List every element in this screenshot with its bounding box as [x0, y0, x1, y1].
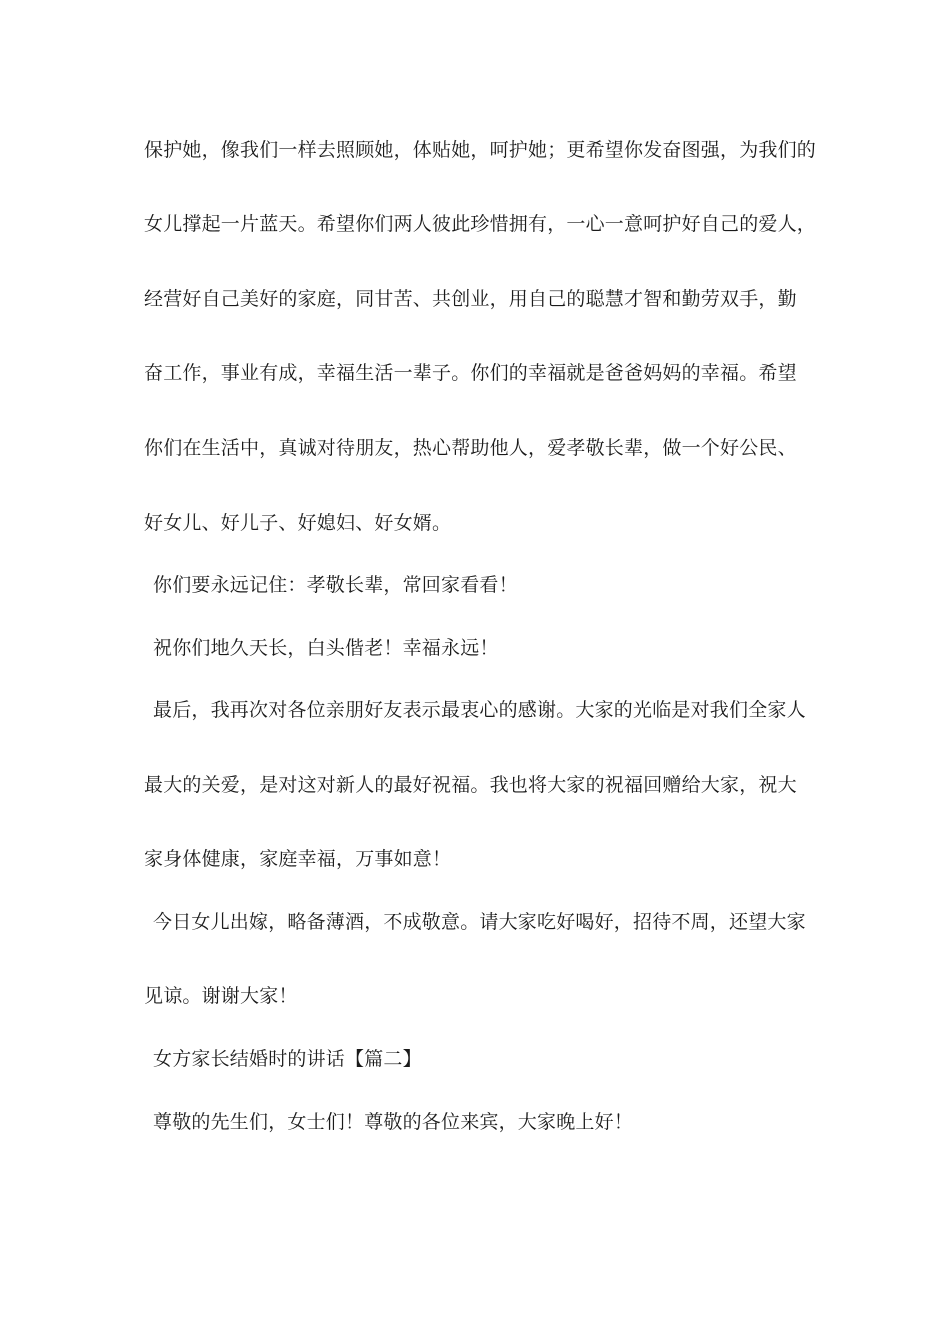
paragraph-line: 奋工作，事业有成，幸福生活一辈子。你们的幸福就是爸爸妈妈的幸福。希望: [144, 362, 797, 384]
paragraph-line: 家身体健康，家庭幸福，万事如意！: [144, 848, 452, 870]
paragraph-line: 经营好自己美好的家庭，同甘苦、共创业，用自己的聪慧才智和勤劳双手，勤: [144, 288, 797, 310]
paragraph-line: 好女儿、好儿子、好媳妇、好女婿。: [144, 512, 452, 534]
paragraph-line: 今日女儿出嫁，略备薄酒，不成敬意。请大家吃好喝好，招待不周，还望大家: [153, 911, 806, 933]
paragraph-line: 见谅。谢谢大家！: [144, 985, 298, 1007]
paragraph-line: 保护她，像我们一样去照顾她，体贴她，呵护她；更希望你发奋图强，为我们的: [144, 139, 817, 161]
paragraph-line: 最大的关爱，是对这对新人的最好祝福。我也将大家的祝福回赠给大家，祝大: [144, 774, 797, 796]
paragraph-line: 你们在生活中，真诚对待朋友，热心帮助他人，爱孝敬长辈，做一个好公民、: [144, 437, 797, 459]
paragraph-line: 你们要永远记住：孝敬长辈，常回家看看！: [153, 574, 518, 596]
paragraph-line: 女儿撑起一片蓝天。希望你们两人彼此珍惜拥有，一心一意呵护好自己的爱人，: [144, 213, 817, 235]
paragraph-line: 尊敬的先生们，女士们！尊敬的各位来宾，大家晚上好！: [153, 1111, 634, 1133]
section-heading: 女方家长结婚时的讲话【篇二】: [153, 1048, 422, 1070]
paragraph-line: 最后，我再次对各位亲朋好友表示最衷心的感谢。大家的光临是对我们全家人: [153, 699, 806, 721]
paragraph-line: 祝你们地久天长，白头偕老！幸福永远！: [153, 637, 499, 659]
